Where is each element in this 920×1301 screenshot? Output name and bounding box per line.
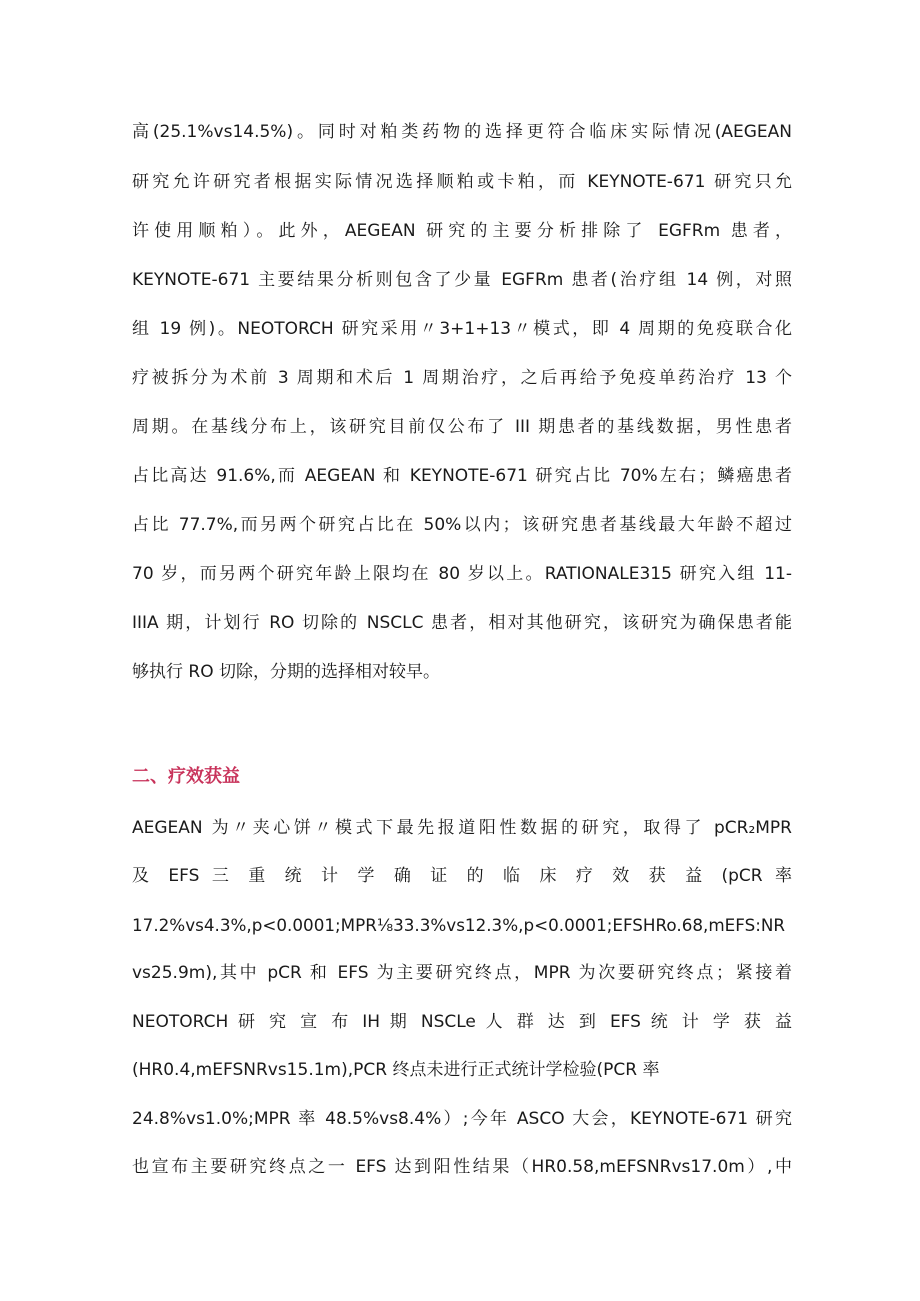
text-line: 疗被拆分为术前 3 周期和术后 1 周期治疗，之后再给予免疫单药治疗 13 个 (132, 368, 792, 388)
text-line: 占比 77.7%,而另两个研究占比在 50%以内；该研究患者基线最大年龄不超过 (132, 515, 792, 535)
text-line: 组 19 例)。NEOTORCH 研究采用〃3+1+13〃模式，即 4 周期的免疫联合化 (132, 319, 792, 339)
text-line: 及 EFS 三 重 统 计 学 确 证 的 临 床 疗 效 获 益 (pCR 率 (132, 866, 792, 886)
text-line: AEGEAN 为〃夹心饼〃模式下最先报道阳性数据的研究，取得了 pCR₂MPR (132, 818, 792, 838)
text-line: NEOTORCH 研 究 宣 布 IH 期 NSCLe 人 群 达 到 EFS 统 计 学 获 益 (132, 1012, 792, 1032)
text-line: 够执行 RO 切除，分期的选择相对较早。 (132, 662, 440, 682)
text-line: 占比高达 91.6%,而 AEGEAN 和 KEYNOTE-671 研究占比 70%左右；鳞癌患者 (132, 466, 792, 486)
text-line: 许使用顺粕）。此外，AEGEAN 研究的主要分析排除了 EGFRm 患者， (132, 221, 792, 241)
text-line: 也宣布主要研究终点之一 EFS 达到阳性结果（HR0.58,mEFSNRvs17.0m）,中 (132, 1157, 792, 1177)
text-line: 周期。在基线分布上，该研究目前仅公布了 III 期患者的基线数据，男性患者 (132, 417, 792, 437)
text-line: IIIA 期，计划行 RO 切除的 NSCLC 患者，相对其他研究，该研究为确保患者能 (132, 613, 792, 633)
text-line: 70 岁，而另两个研究年龄上限均在 80 岁以上。RATIONALE315 研究入组 11- (132, 564, 792, 584)
text-line: (HR0.4,mEFSNRvs15.1m),PCR 终点未进行正式统计学检验(PCR 率 (132, 1060, 660, 1080)
text-line: vs25.9m),其中 pCR 和 EFS 为主要研究终点，MPR 为次要研究终点；紧接着 (132, 963, 792, 983)
text-line: 24.8%vs1.0%;MPR 率 48.5%vs8.4%）;今年 ASCO 大会，KEYNOTE-671 研究 (132, 1109, 792, 1129)
text-line: 研究允许研究者根据实际情况选择顺粕或卡粕，而 KEYNOTE-671 研究只允 (132, 172, 792, 192)
text-line: 17.2%vs4.3%,p<0.0001;MPR⅛33.3%vs12.3%,p<0.0001;EFSHRo.68,mEFS:NR (132, 915, 786, 935)
text-line: 高(25.1%vs14.5%)。同时对粕类药物的选择更符合临床实际情况(AEGEAN (132, 122, 792, 142)
section-heading: 二、疗效获益 (132, 766, 240, 787)
text-line: KEYNOTE-671 主要结果分析则包含了少量 EGFRm 患者(治疗组 14 例，对照 (132, 270, 792, 290)
